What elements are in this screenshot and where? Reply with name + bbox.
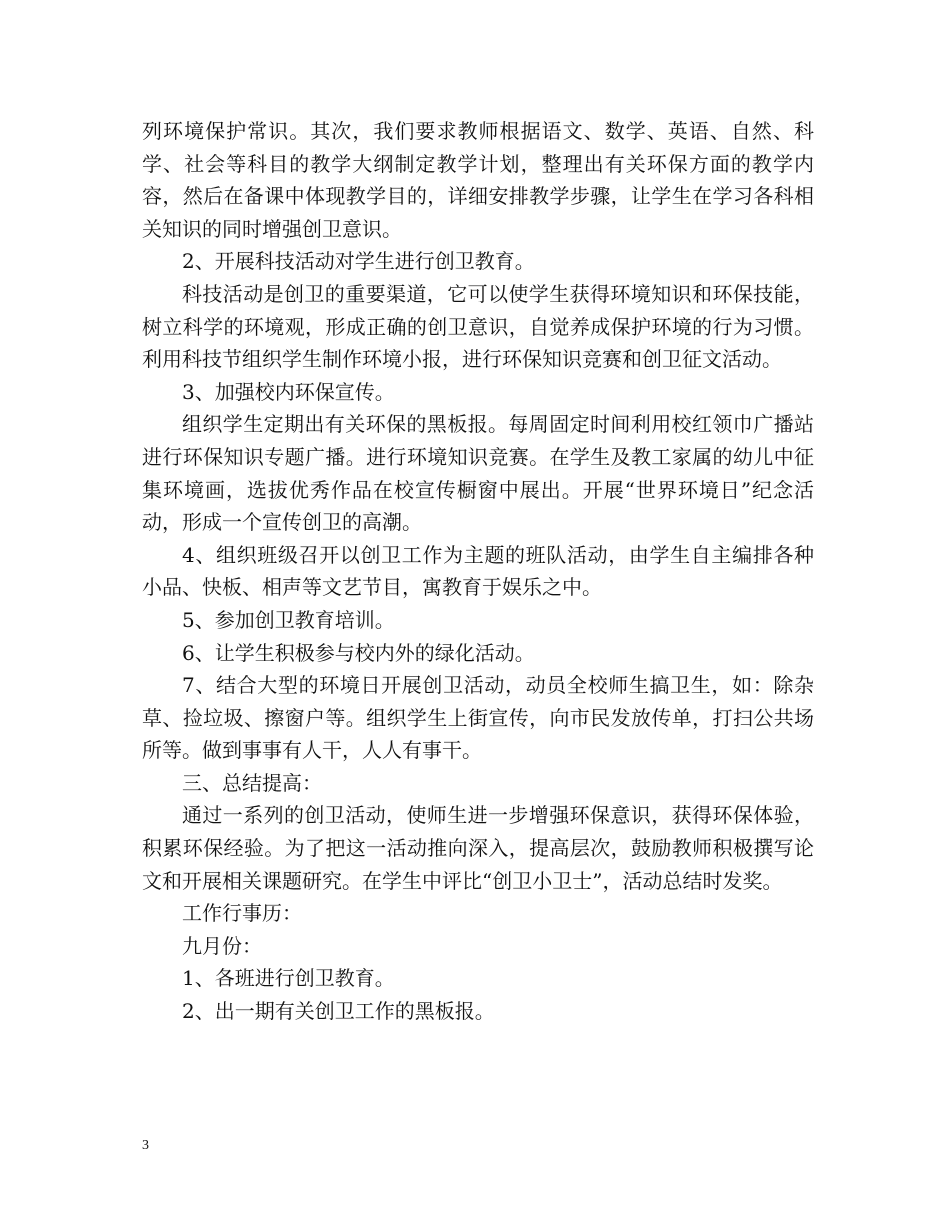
month-heading: 九月份： (182, 933, 262, 958)
body-paragraph: 6、让学生积极参与校内外的绿化活动。 (182, 640, 535, 665)
body-paragraph: 2、开展科技活动对学生进行创卫教育。 (182, 249, 535, 274)
body-paragraph: 通过一系列的创卫活动，使师生进一步增强环保意识，获得环保体验，积累环保经验。为了把这一活动推向深入，提高层次，鼓励教师积极撰写论文和开展相关课题研究。在学生中评比“创卫小卫士”，活动总结时发奖。 (142, 803, 814, 893)
page-number: 3 (142, 1138, 149, 1153)
schedule-item: 1、各班进行创卫教育。 (182, 966, 395, 991)
body-paragraph: 组织学生定期出有关环保的黑板报。每周固定时间利用校红领巾广播站进行环保知识专题广播。进行环境知识竞赛。在学生及教工家属的幼儿中征集环境画，选拔优秀作品在校宣传橱窗中展出。开展“世界环境日”纪念活动，形成一个宣传创卫的高潮。 (142, 412, 814, 535)
schedule-item: 2、出一期有关创卫工作的黑板报。 (182, 999, 495, 1024)
schedule-heading: 工作行事历： (182, 901, 302, 926)
section-heading: 三、总结提高： (182, 770, 322, 795)
body-paragraph: 3、加强校内环保宣传。 (182, 379, 395, 404)
body-paragraph: 科技活动是创卫的重要渠道，它可以使学生获得环境知识和环保技能，树立科学的环境观，形成正确的创卫意识，自觉养成保护环境的行为习惯。利用科技节组织学生制作环境小报，进行环保知识竞赛和创卫征文活动。 (142, 281, 814, 372)
document-body (142, 115, 814, 1028)
body-paragraph: 7、结合大型的环境日开展创卫活动，动员全校师生搞卫生，如：除杂草、捡垃圾、擦窗户等。组织学生上街宣传，向市民发放传单，打扫公共场所等。做到事事有人干，人人有事干。 (142, 673, 814, 763)
body-paragraph: 4、组织班级召开以创卫工作为主题的班队活动，由学生自主编排各种小品、快板、相声等文艺节目，寓教育于娱乐之中。 (142, 542, 814, 600)
body-paragraph: 列环境保护常识。其次，我们要求教师根据语文、数学、英语、自然、科学、社会等科目的教学大纲制定教学计划，整理出有关环保方面的教学内容，然后在备课中体现教学目的，详细安排教学步骤，让学生在学习各科相关知识的同时增强创卫意识。 (142, 119, 814, 241)
body-paragraph: 5、参加创卫教育培训。 (182, 607, 395, 632)
